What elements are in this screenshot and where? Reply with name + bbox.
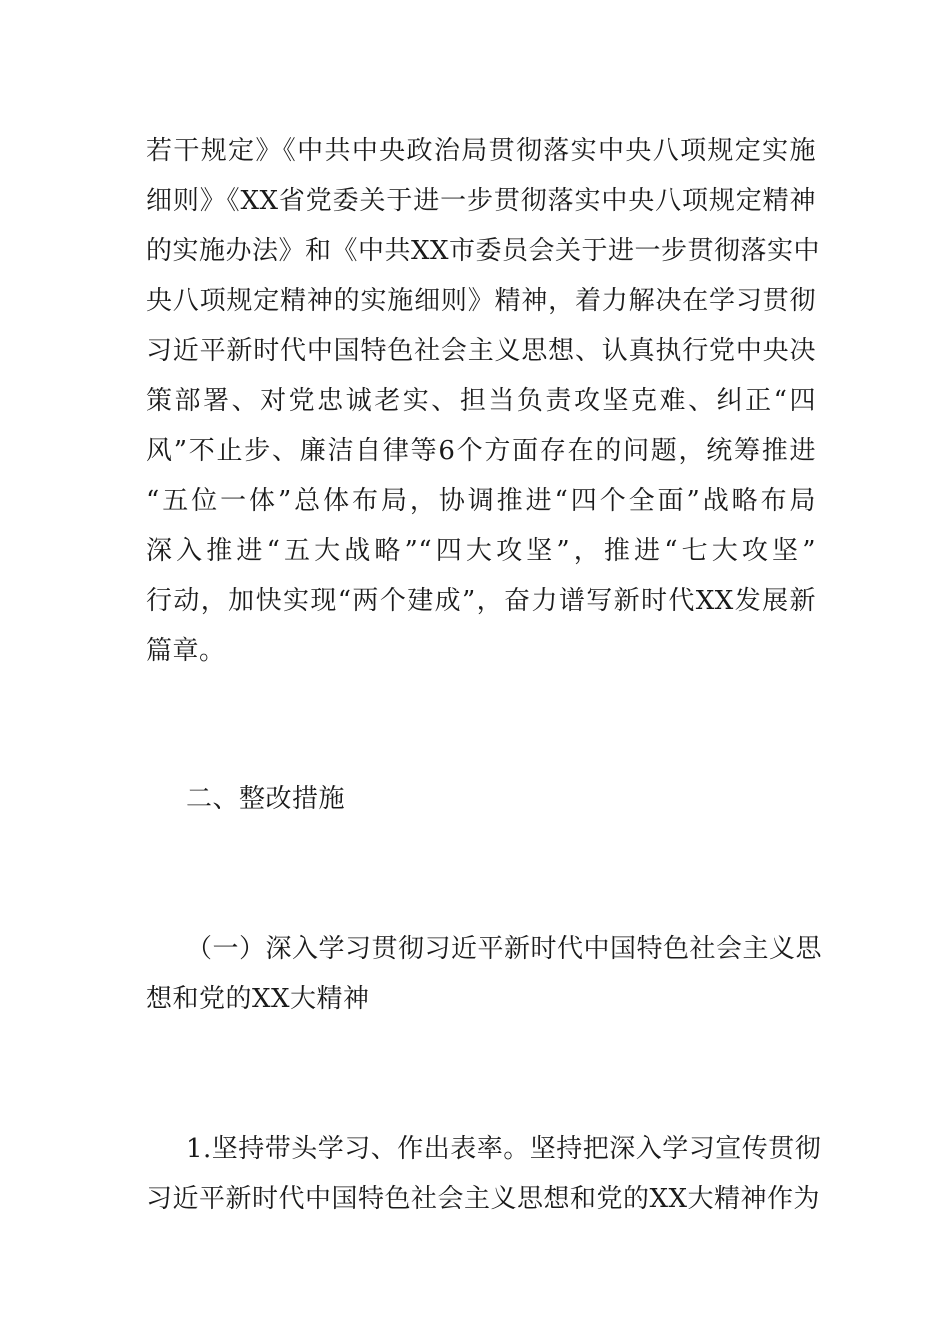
text-line: 习近平新时代中国特色社会主义思想和党的XX大精神作为 xyxy=(146,1184,821,1214)
text-line: 习近平新时代中国特色社会主义思想、认真执行党中央决 xyxy=(146,336,816,366)
text-line: 风”不止步、廉洁自律等6个方面存在的问题，统筹推进 xyxy=(146,436,816,466)
text-line: 深入推进“五大战略”“四大攻坚”，推进“七大攻坚” xyxy=(146,536,816,566)
text-line: 想和党的XX大精神 xyxy=(146,984,370,1014)
text-line: 央八项规定精神的实施细则》精神，着力解决在学习贯彻 xyxy=(146,286,816,316)
text-line: 策部署、对党忠诚老实、担当负责攻坚克难、纠正“四 xyxy=(146,386,816,416)
text-line: 篇章。 xyxy=(146,636,226,666)
text-line: 若干规定》《中共中央政治局贯彻落实中央八项规定实施 xyxy=(146,136,816,166)
text-line: 1.坚持带头学习、作出表率。坚持把深入学习宣传贯彻 xyxy=(186,1134,822,1164)
text-line: 细则》《XX省党委关于进一步贯彻落实中央八项规定精神 xyxy=(146,186,816,216)
section-heading: 二、整改措施 xyxy=(186,784,346,814)
text-line: （一）深入学习贯彻习近平新时代中国特色社会主义思 xyxy=(186,934,823,964)
text-line: “五位一体”总体布局，协调推进“四个全面”战略布局 xyxy=(146,486,816,516)
text-line: 的实施办法》和《中共XX市委员会关于进一步贯彻落实中 xyxy=(146,236,821,266)
text-line: 行动，加快实现“两个建成”，奋力谱写新时代XX发展新 xyxy=(146,586,816,616)
